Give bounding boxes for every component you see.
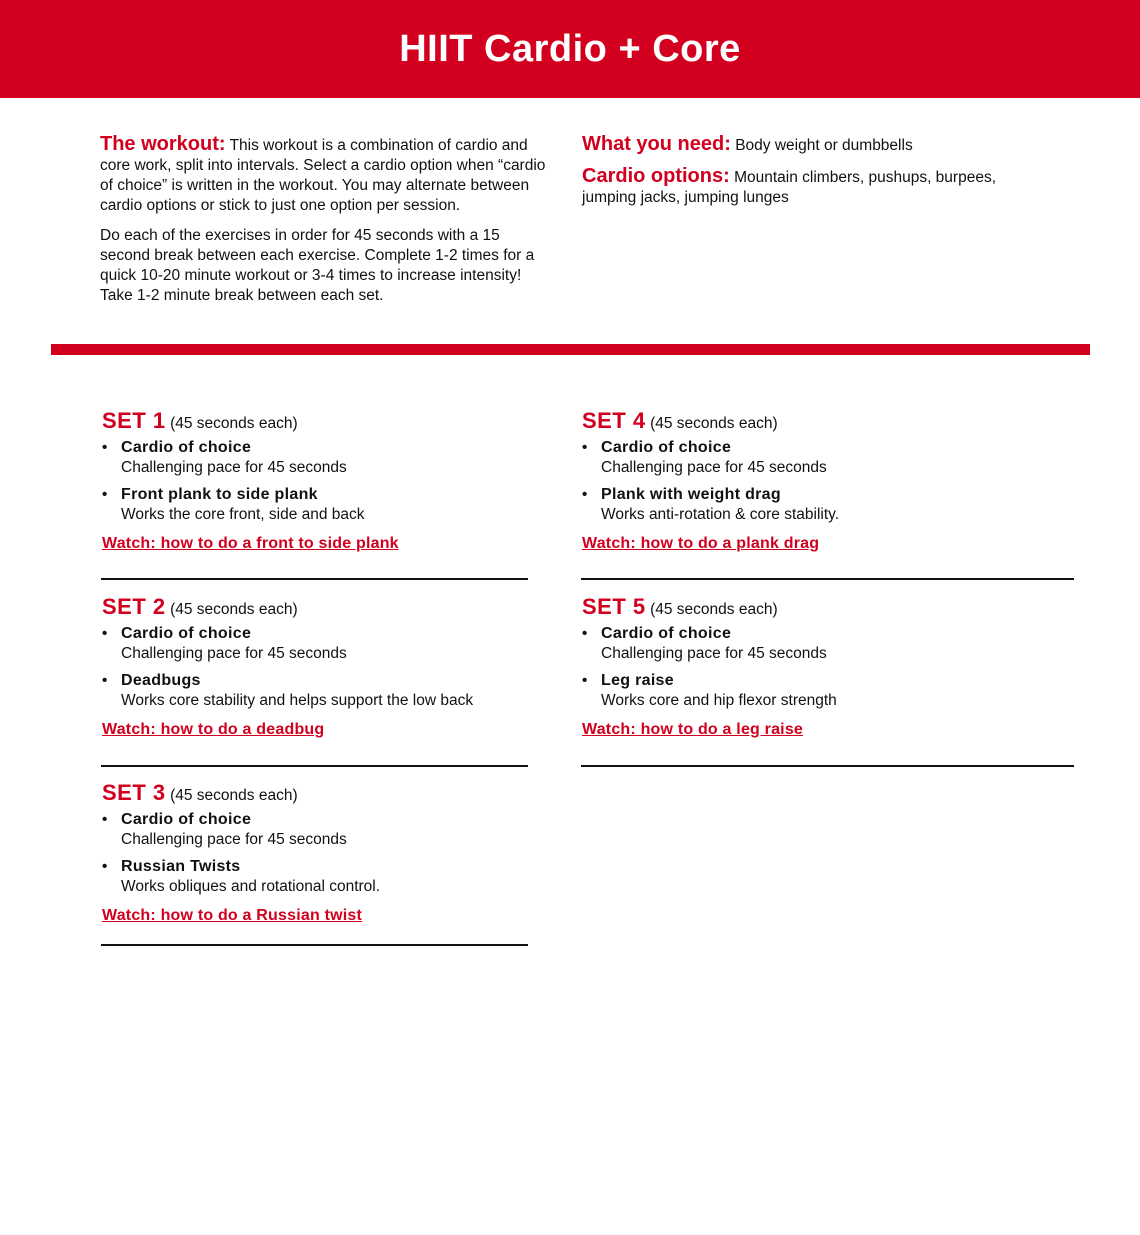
watch-link[interactable]: Watch: how to do a leg raise (582, 721, 804, 738)
set-divider (581, 578, 1074, 580)
exercise-item (102, 810, 528, 850)
bullet: • (102, 439, 108, 456)
bullet: • (102, 486, 108, 503)
exercise-desc: Works the core front, side and back (121, 506, 365, 523)
need-text: Body weight or dumbbells (735, 137, 913, 154)
intro-workout (100, 134, 552, 316)
watch-link[interactable]: Watch: how to do a deadbug (102, 721, 325, 738)
set-4 (582, 406, 1074, 554)
exercise-name: Leg raise (601, 672, 674, 689)
bullet: • (102, 625, 108, 642)
exercise-desc: Works core and hip flexor strength (601, 692, 837, 709)
set-title (582, 406, 1074, 436)
exercise-name: Russian Twists (121, 858, 241, 875)
title-banner (0, 0, 1140, 98)
watch-link[interactable]: Watch: how to do a front to side plank (102, 535, 399, 552)
set-title (582, 592, 1074, 622)
cardio-label: Cardio options: (582, 165, 730, 187)
bullet: • (102, 858, 108, 875)
set-duration: (45 seconds each) (170, 787, 298, 804)
exercise-desc: Works anti-rotation & core stability. (601, 506, 840, 523)
set-label: SET 3 (102, 780, 166, 805)
exercise-item (582, 671, 1074, 711)
exercise-item (582, 485, 1074, 525)
set-divider (101, 944, 528, 946)
exercise-item (582, 624, 1074, 664)
exercise-item (102, 624, 528, 664)
page-title: HIIT Cardio + Core (399, 28, 741, 70)
exercise-name: Cardio of choice (121, 811, 252, 828)
exercise-item (102, 438, 528, 478)
set-title (102, 406, 528, 436)
set-duration: (45 seconds each) (650, 415, 778, 432)
bullet: • (582, 439, 588, 456)
exercise-name: Front plank to side plank (121, 486, 318, 503)
exercise-item (102, 671, 528, 711)
workout-label: The workout: (100, 133, 226, 155)
need-label: What you need: (582, 133, 731, 155)
workout-description (100, 134, 552, 216)
set-divider (581, 765, 1074, 767)
watch-link[interactable]: Watch: how to do a Russian twist (102, 907, 363, 924)
exercise-item (102, 857, 528, 897)
cardio-options (582, 166, 1052, 208)
exercise-name: Cardio of choice (601, 625, 732, 642)
exercise-name: Cardio of choice (121, 439, 252, 456)
workout-instructions: Do each of the exercises in order for 45 seconds with a 15 second break between each exercise. Complete 1-2 times for a quick 10-20 minute workout or 3-4 times to increase intensity! Take 1-2 minute break between each set. (100, 227, 535, 304)
bullet: • (582, 625, 588, 642)
exercise-item (102, 485, 528, 525)
what-you-need (582, 134, 1052, 156)
exercise-desc: Challenging pace for 45 seconds (121, 831, 347, 848)
set-duration: (45 seconds each) (650, 601, 778, 618)
set-label: SET 1 (102, 408, 166, 433)
workout-text: This workout is a combination of cardio and core work, split into intervals. Select a cardio option when “cardio of choice” is written in the workout. You may alternate between cardio options or stick to just one option per session. (100, 137, 546, 214)
exercise-desc: Challenging pace for 45 seconds (601, 645, 827, 662)
set-1 (102, 406, 528, 554)
intro-requirements (582, 134, 1052, 218)
bullet: • (582, 672, 588, 689)
set-title (102, 592, 528, 622)
exercise-item (582, 438, 1074, 478)
set-5 (582, 592, 1074, 740)
exercise-desc: Challenging pace for 45 seconds (121, 459, 347, 476)
exercise-desc: Challenging pace for 45 seconds (121, 645, 347, 662)
bullet: • (582, 486, 588, 503)
bullet: • (102, 672, 108, 689)
exercise-name: Cardio of choice (121, 625, 252, 642)
section-divider (51, 344, 1090, 355)
set-label: SET 5 (582, 594, 646, 619)
cardio-text: Mountain climbers, pushups, burpees, jumping jacks, jumping lunges (582, 169, 996, 206)
exercise-desc: Challenging pace for 45 seconds (601, 459, 827, 476)
set-label: SET 2 (102, 594, 166, 619)
set-3 (102, 778, 528, 926)
exercise-name: Deadbugs (121, 672, 201, 689)
set-divider (101, 765, 528, 767)
set-label: SET 4 (582, 408, 646, 433)
set-divider (101, 578, 528, 580)
exercise-name: Cardio of choice (601, 439, 732, 456)
set-title (102, 778, 528, 808)
exercise-name: Plank with weight drag (601, 486, 781, 503)
set-2 (102, 592, 528, 740)
exercise-desc: Works obliques and rotational control. (121, 878, 381, 895)
set-duration: (45 seconds each) (170, 415, 298, 432)
set-duration: (45 seconds each) (170, 601, 298, 618)
exercise-desc: Works core stability and helps support the low back (121, 692, 474, 709)
bullet: • (102, 811, 108, 828)
watch-link[interactable]: Watch: how to do a plank drag (582, 535, 820, 552)
